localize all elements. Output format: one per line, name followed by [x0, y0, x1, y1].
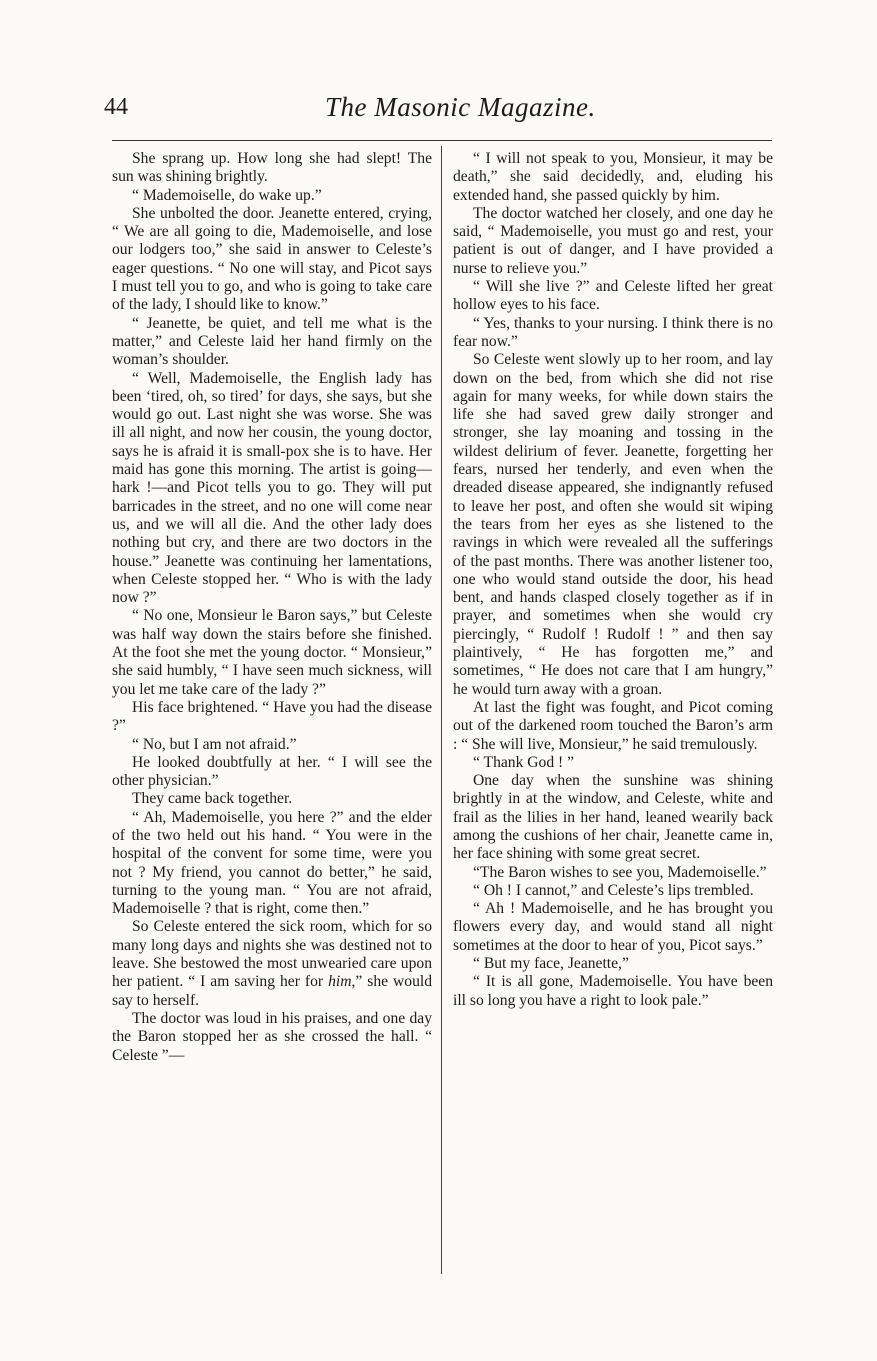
paragraph: “ No, but I am not afraid.” — [132, 735, 297, 753]
header-rule — [112, 140, 772, 141]
paragraph: “ Thank God ! ” — [473, 753, 575, 771]
running-title: The Masonic Magazine. — [325, 92, 596, 122]
paragraph: So Celeste entered the sick room, which for so many long days and nights she was destined not to leave. She bestowed the most unwearied care upon her patient. “ I am saving her for him,” she would say to herself. — [112, 918, 433, 1009]
paragraph: “ Mademoiselle, do wake up.” — [132, 186, 322, 204]
paragraph: So Celeste went slowly up to her room, and lay down on the bed, from which she did not rise again for many weeks, for while down stairs the life she had saved grew daily stronger and stronger, she lay moaning and tossing in the wildest delirium of fever. Jeanette, forgetting her fears, nursed her tenderly, and even when the dreaded disease appeared, she indignantly refused to leave her post, and often she would sit wiping the tears from her eyes as she listened to the ravings in which were revealed all the sufferings of the past months. There was another listener too, one who would stand outside the door, his head bent, and hands clasped closely together as if in prayer, and sometimes when she would cry piercingly, “ Rudolf ! Rudolf ! ” and then say plaintively, “ He has forgotten me,” and sometimes, “ He does not care that I am hungry,” he would turn away with a groan. — [453, 351, 773, 698]
paragraph: “The Baron wishes to see you, Mademoiselle.” — [473, 863, 767, 881]
right-column — [453, 150, 773, 1010]
left-column — [112, 150, 432, 1065]
paragraph: One day when the sunshine was shining brightly in at the window, and Celeste, white and frail as the lilies in her hand, leaned wearily back among the cushions of her chair, Jeanette came in, her face shining with some great secret. — [453, 772, 773, 863]
paragraph: She unbolted the door. Jeanette entered, crying, “ We are all going to die, Mademoiselle, and lose our lodgers too,” she said in answer to Celeste’s eager questions. “ No one will stay, and Picot says I must tell you to go, and who is going to take care of the lady, I should like to know.” — [112, 204, 432, 314]
paragraph: “ Ah, Mademoiselle, you here ?” and the elder of the two held out his hand. “ You were in the hospital of the convent for some time, were you not ? My friend, you cannot do better,” he said, turning to the young man. “ You are not afraid, Mademoiselle ? that is right, come then.” — [112, 808, 432, 918]
paragraph: They came back together. — [132, 790, 293, 808]
paragraph: The doctor was loud in his praises, and one day the Baron stopped her as she crossed the hall. “ Celeste ”— — [112, 1009, 432, 1064]
paragraph: “ But my face, Jeanette,” — [473, 955, 629, 973]
column-divider — [441, 146, 442, 1274]
paragraph: She sprang up. How long she had slept! The sun was shining brightly. — [112, 150, 432, 186]
paragraph: He looked doubtfully at her. “ I will see the other physician.” — [112, 753, 432, 790]
paragraph: “ Well, Mademoiselle, the English lady has been ‘tired, oh, so tired’ for days, she says, but she would go out. Last night she was worse. She was ill all night, and now her cousin, the young doctor, says he is afraid it is small-pox she is to have. Her maid has gone this morning. The artist is going—hark !—and Picot tells you to go. They will put barricades in the street, and no one will come near us, and we will all die. And the other lady does nothing but cry, and there are two doctors in the house.” Jeanette was continuing her lamentations, when Celeste stopped her. “ Who is with the lady now ?” — [112, 369, 432, 607]
paragraph: His face brightened. “ Have you had the disease ?” — [112, 698, 432, 735]
paragraph: “ I will not speak to you, Monsieur, it may be death,” she said decidedly, and, eluding his extended hand, she passed quickly by him. — [453, 150, 773, 204]
page-number: 44 — [104, 94, 128, 120]
paragraph: “ Jeanette, be quiet, and tell me what is the matter,” and Celeste laid her hand firmly on the woman’s shoulder. — [112, 314, 432, 369]
paragraph: At last the fight was fought, and Picot coming out of the darkened room touched the Baron’s arm : “ She will live, Monsieur,” he said tremulously. — [453, 698, 773, 753]
paragraph: “ Oh ! I cannot,” and Celeste’s lips trembled. — [473, 881, 754, 899]
paragraph: “ No one, Monsieur le Baron says,” but Celeste was half way down the stairs before she finished. At the foot she met the young doctor. “ Monsieur,” she said humbly, “ I have seen much sickness, will you let me take care of the lady ?” — [112, 607, 432, 698]
paragraph: The doctor watched her closely, and one day he said, “ Mademoiselle, you must go and rest, your patient is out of danger, and I have provided a nurse to relieve you.” — [453, 204, 773, 277]
paragraph: “ Will she live ?” and Celeste lifted her great hollow eyes to his face. — [453, 278, 773, 314]
paragraph: “ Yes, thanks to your nursing. I think there is no fear now.” — [453, 314, 773, 350]
paragraph: “ It is all gone, Mademoiselle. You have been ill so long you have a right to look pale.” — [453, 973, 773, 1009]
paragraph: “ Ah ! Mademoiselle, and he has brought you flowers every day, and would stand all night sometimes at the door to hear of you, Picot says.” — [453, 900, 773, 954]
